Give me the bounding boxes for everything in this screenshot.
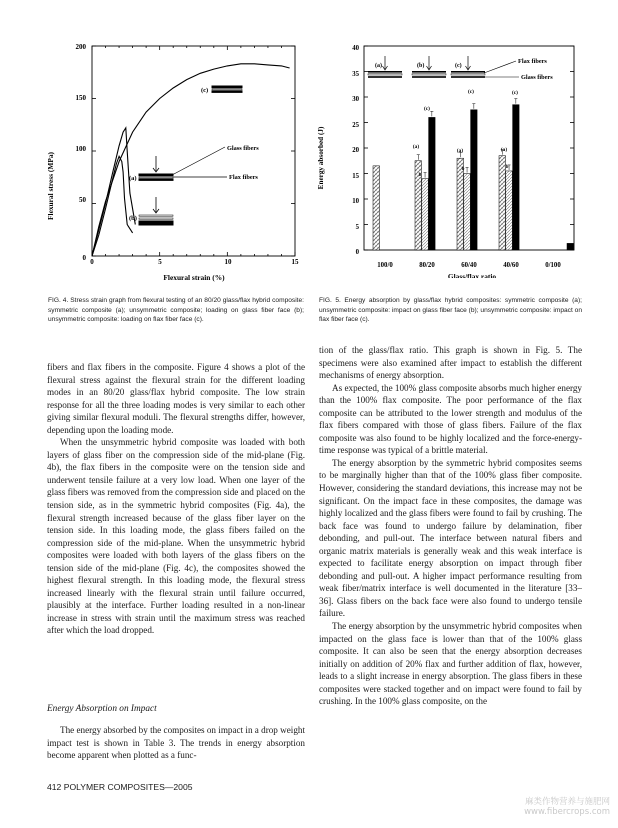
fig4-xtick: 15 (291, 258, 299, 266)
fig5-legend-laminate-a-layer (368, 74, 402, 75)
fig5-category: 80/20 (419, 262, 435, 269)
right-column (319, 344, 582, 708)
fig5-ytick: 15 (352, 173, 359, 180)
fig4-ylabel: Flexural stress (MPa) (46, 151, 55, 221)
fig4-curve-a (92, 156, 133, 256)
fig4-laminate-b-flax-layer (139, 218, 173, 219)
fig5-category: 0/100 (545, 262, 561, 269)
fig5-legend-laminate-b-layer (412, 71, 446, 73)
left-paragraph-1: fibers and flax fibers in the composite. Figure 4 shows a plot of the flexural stress against the flexural strain for the different loading modes in an 80/20 glass/flax hybrid composite. The low strain response for all the three loading modes is very similar to each other giving similar flexural moduli. The flexural strengths differ, however, depending upon the loading mode. (47, 362, 305, 435)
fig4-flax-label: Flax fibers (229, 174, 258, 181)
fig5-bar-b (506, 171, 513, 250)
fig5-ytick: 5 (355, 224, 359, 231)
fig5-category: 60/40 (461, 262, 477, 269)
fig4-label-a: (a) (129, 175, 137, 182)
fig5-legend-laminate-c-layer (451, 76, 485, 78)
fig4-laminate-a-flax-layer (139, 177, 173, 178)
fig4-glass-leader (172, 147, 225, 175)
right-paragraph-3: The energy absorption by the symmetric hybrid composites seems to be marginally higher than that of the 100% glass fiber composite. However, considering the standard deviations, this increase may not be significant. On the impact face in these composites, the damage was highly localized and the glass fibers were found to fail by crushing. The back face was found to undergo failure by delamination, fiber debonding, and pull-out. The interface between natural fibers and organic matrix materials is generally weak and this weak interface is expected to facilitate energy absorption on impact through fiber debonding and pull-out. A higher impact performance resulting from weak fiber/matrix interface is well documented in the literature [33–36]. Glass fibers on the back face were also found to undergo tensile failure. (319, 457, 582, 619)
fig5-bar-c (567, 243, 574, 250)
fig5-bar-c (513, 105, 520, 250)
fig5-ytick: 35 (352, 71, 359, 78)
fig5-legend-laminate-c-layer (451, 71, 485, 73)
fig5-ytick: 20 (352, 147, 359, 154)
fig5-bar-a (499, 156, 506, 250)
fig4-laminate-b-glass-layer (139, 223, 173, 225)
left-column-bottom (47, 724, 305, 762)
fig5-bar-label: (a) (412, 144, 420, 150)
fig5-bar-c (429, 117, 436, 250)
fig5-category: 100/0 (377, 262, 393, 269)
figure-5-chart (312, 38, 582, 278)
left-paragraph-3: The energy absorbed by the composites on impact in a drop weight impact test is shown in Table 3. The trends in energy absorption become apparent when plotted as a func- (47, 725, 305, 761)
fig5-legend-laminate-a-layer (368, 71, 402, 73)
fig5-ytick: 0 (355, 249, 359, 256)
watermark (410, 795, 610, 817)
fig5-legend-laminate-b-layer (412, 74, 446, 75)
fig5-ylabel: Energy absorbed (J) (317, 126, 325, 190)
fig5-ytick: 30 (352, 96, 359, 103)
fig4-laminate-b-glass-layer (139, 221, 173, 223)
fig5-bar-b (422, 179, 429, 250)
fig4-curve-c (92, 64, 290, 256)
page-footer: 412 POLYMER COMPOSITES—2005 (47, 782, 193, 792)
figure-4-caption: FIG. 4. Stress strain graph from flexural testing of an 80/20 glass/flax hybrid composite: symmetric composite (a); unsymmetric composite; loading on glass fiber face (b); unsymmetric composite: loading on flax fiber face (c). (48, 297, 304, 324)
fig4-laminate-b-flax-layer (139, 215, 173, 216)
watermark-line-1: 麻类作物营养与施肥网 (524, 797, 610, 807)
figure-4-chart (38, 38, 304, 286)
fig4-label-b: (b) (129, 215, 137, 222)
fig5-bar-label: (a) (500, 147, 508, 153)
fig5-ytick: 10 (352, 198, 359, 205)
fig5-legend-a: (a) (375, 63, 382, 69)
fig5-bar-label: b (461, 167, 465, 172)
fig5-bar-label: (c) (468, 89, 474, 95)
fig4-ytick: 50 (79, 196, 86, 204)
fig5-legend-b: (b) (417, 63, 425, 69)
fig4-xtick: 0 (90, 258, 94, 266)
fig4-laminate-c-glass-layer (212, 91, 242, 93)
watermark-line-2: www.fibercrops.com (524, 807, 610, 817)
fig5-legend-laminate-b-layer (412, 76, 446, 78)
fig4-xtick: 10 (224, 258, 232, 266)
fig4-ytick: 150 (75, 94, 86, 102)
fig5-bar-label: (c) (512, 90, 518, 96)
fig5-bar-c (471, 110, 478, 250)
fig5-bar-a (373, 166, 380, 250)
left-column (47, 361, 305, 637)
fig5-category: 40/60 (503, 262, 519, 269)
fig5-bar-label: b (505, 165, 509, 170)
fig5-legend-laminate-c-layer (451, 74, 485, 75)
fig5-bar-label: b (418, 173, 422, 178)
fig4-glass-label: Glass fibers (227, 145, 259, 152)
fig5-flax-leader (484, 61, 516, 73)
fig5-bar-b (464, 174, 471, 251)
fig4-ytick: 100 (75, 145, 86, 153)
fig5-bar-label: (c) (424, 106, 430, 112)
fig4-ytick: 0 (82, 254, 86, 262)
section-heading: Energy Absorption on Impact (47, 704, 157, 714)
fig4-ytick: 200 (75, 43, 86, 51)
right-paragraph-4: The energy absorption by the unsymmetric hybrid composites when impacted on the glass face is lower than that of the 100% glass composite. It can also be seen that the energy absorption decreases initially on addition of 20% flax and further addition of flax, however, leads to a slight increase in energy absorption. The glass fibers in these composites were stacked together and on impact were found to fail by crushing. In the 100% glass composite, on the (319, 621, 582, 707)
fig5-legend-c: (c) (455, 63, 462, 69)
fig4-xlabel: Flexural strain (%) (163, 273, 225, 282)
fig5-ytick: 25 (352, 122, 359, 129)
left-paragraph-2: When the unsymmetric hybrid composite was loaded with both layers of glass fiber on the compression side of the mid-plane (Fig. 4b), the flax fibers in the composite were on the tension side and underwent tensile failure at a very low load. When one layer of the glass fibers was removed from the compression side and placed on the tension side, as in the symmetric hybrid composites (Fig. 4a), the flexural strength increased because of the glass fiber layer on the tension side. In this loading mode, the glass fibers failed on the compression side of the mid-plane. When the unsymmetric hybrid composites were loaded with both layers of the glass fibers on the tension side of the mid-plane (Fig. 4c), the composites showed the highest flexural strength. In this loading mode, the flexural stress increased linearly with the flexural strain until failure occurred, plausibly at the interface. Further loading resulted in a non-linear increase in stress with strain until the maximum stress was reached after which the load dropped. (47, 437, 305, 636)
fig5-legend-laminate-a-layer (368, 76, 402, 78)
fig5-bar-label: (a) (456, 148, 464, 154)
fig5-glass-label: Glass fibers (521, 74, 553, 81)
fig5-xlabel: Glass/flax ratio (447, 272, 497, 278)
fig5-ytick: 40 (352, 45, 359, 52)
fig4-plot-frame (92, 46, 295, 256)
fig4-laminate-c-flax-layer (212, 89, 242, 90)
fig4-laminate-a-glass-layer (139, 174, 173, 176)
right-paragraph-2: As expected, the 100% glass composite absorbs much higher energy than the 100% flax composite. The poor performance of the flax composite can be attributed to the lower strength and modulus of the flax fibers compared with those of glass fibers. Failure of the flax composite was also found to be highly localized and the force-energy-time response was typical of a brittle material. (319, 382, 582, 456)
fig4-label-c: (c) (201, 87, 209, 94)
right-paragraph-1: tion of the glass/flax ratio. This graph is shown in Fig. 5. The specimens were also examined after impact to establish the different mechanisms of energy absorption. (319, 345, 582, 381)
fig5-flax-label: Flax fibers (518, 58, 547, 65)
figure-5-caption: FIG. 5. Energy absorption by glass/flax hybrid composites: symmetric composite (a); unsymmetric composite: impact on glass fiber face (b); unsymmetric composite: impact on flax fiber face (c). (319, 297, 582, 324)
fig4-laminate-a-glass-layer (139, 179, 173, 181)
fig4-laminate-c-glass-layer (212, 86, 242, 88)
fig4-xtick: 5 (158, 258, 162, 266)
